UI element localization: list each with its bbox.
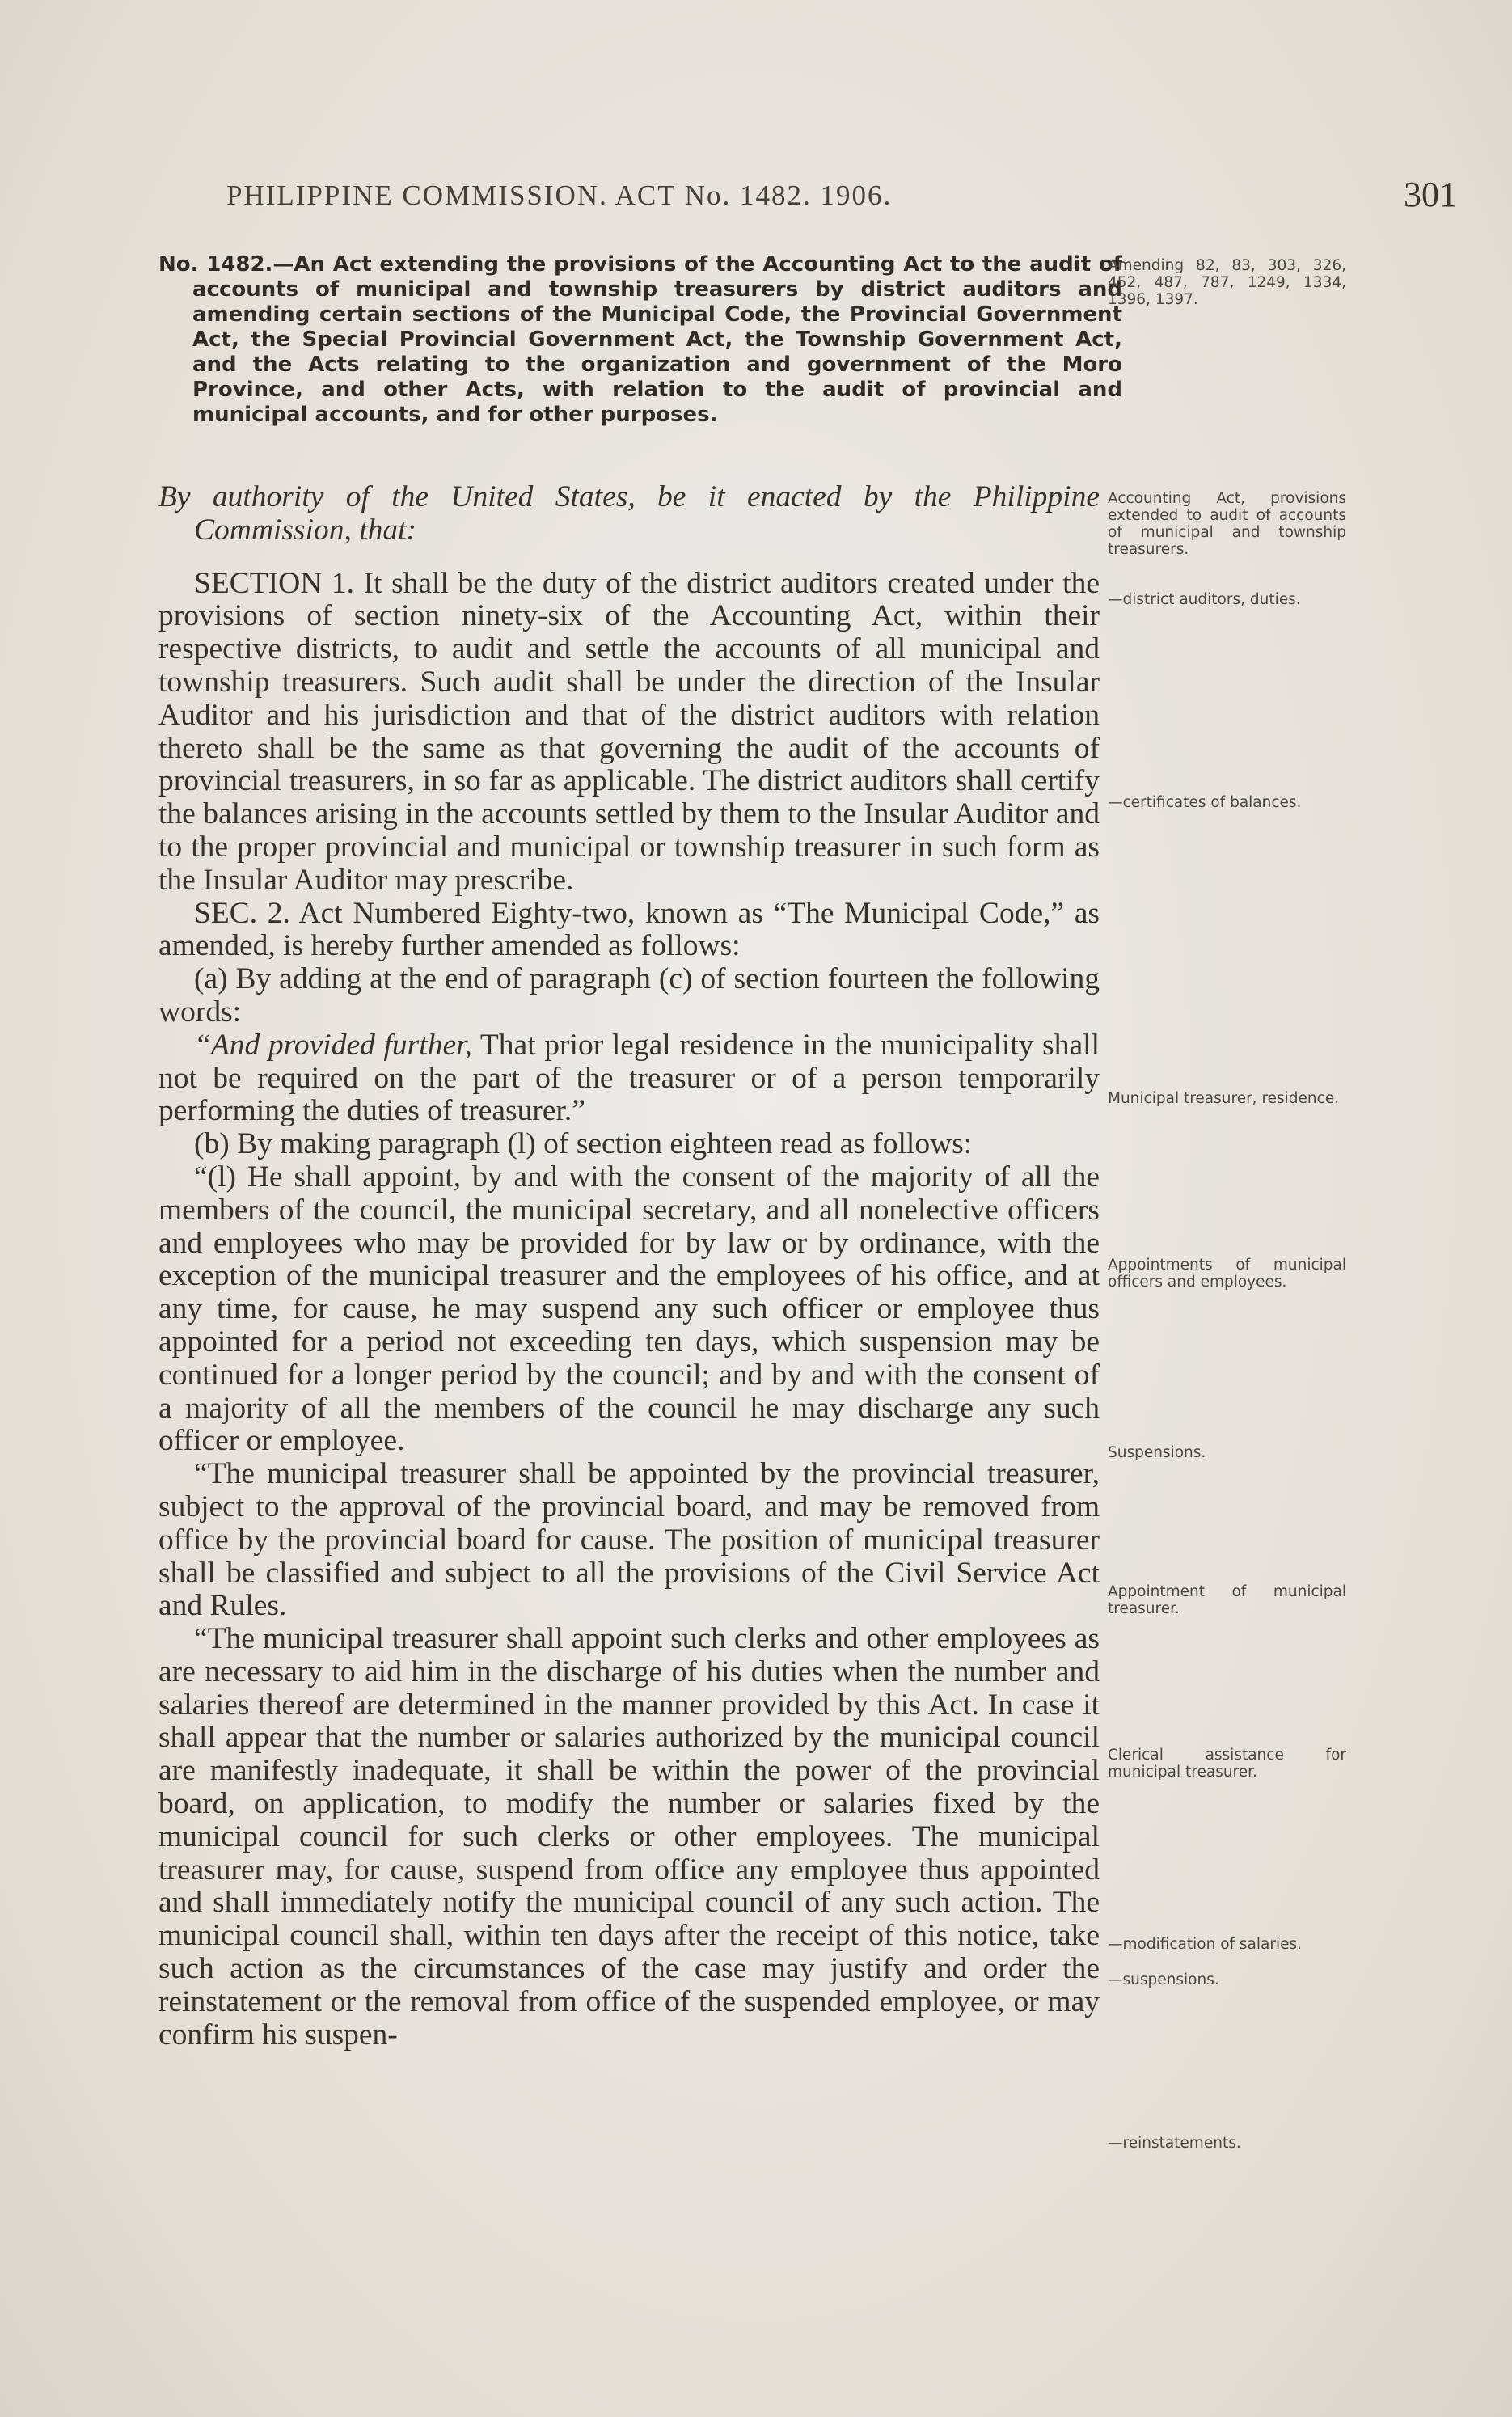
act-title: No. 1482.—An Act extending the provisions of the Accounting Act to the audit of accounts of municipal and township treasurers by district auditors and amending certain sections of the Municipal Code, the Provincial Government Act, the Special Provincial Government Act, the Township Government Act, and the Acts relating to the organization and government of the Moro Province, and other Acts, with relation to the audit of provincial and municipal accounts, and for other purposes. bbox=[158, 252, 1122, 427]
proviso-lead: “And provided further, bbox=[194, 1028, 472, 1062]
paragraph-clerks: “The municipal treasurer shall appoint such clerks and other employees as are necessary to aid him in the discharge of his duties when the number and salaries thereof are determined in the manner provided by this Act. In case it shall appear that the number or salaries authorized by the municipal council are manifestly inadequate, it shall be within the power of the provincial board, on application, to modify the number or salaries fixed by the municipal council for such clerks or other employees. The municipal treasurer may, for cause, suspend from office any employee thus appointed and shall immediately notify the municipal council of any such action. The municipal council shall, within ten days after the receipt of this notice, take such action as the circumstances of the case may justify and order the reinstatement or the removal from office of the suspended employee, or may confirm his suspen- bbox=[158, 1622, 1100, 2051]
margin-note-appointments: Appointments of municipal officers and employees. bbox=[1108, 1257, 1346, 1291]
page-number: 301 bbox=[1404, 175, 1457, 214]
running-head: PHILIPPINE COMMISSION. ACT No. 1482. 1906. bbox=[226, 180, 893, 211]
margin-note-certificates: —certificates of balances. bbox=[1108, 794, 1302, 811]
margin-note-residence: Municipal treasurer, residence. bbox=[1108, 1090, 1340, 1107]
enacting-clause: By authority of the United States, be it enacted by the Philippine Commission, that: bbox=[158, 480, 1100, 547]
margin-note-amending: Amending 82, 83, 303, 326, 452, 487, 787, 1249, 1334, 1396, 1397. bbox=[1108, 257, 1346, 308]
section-2: SEC. 2. Act Numbered Eighty-two, known as “The Municipal Code,” as amended, is hereby further amended as follows: bbox=[158, 896, 1100, 963]
paragraph-b: (b) By making paragraph (l) of section eighteen read as follows: bbox=[194, 1127, 973, 1161]
section-1-label: SECTION 1. bbox=[194, 566, 355, 600]
margin-note-reinstatements: —reinstatements. bbox=[1108, 2135, 1241, 2152]
body-text bbox=[158, 481, 1100, 2051]
paragraph-a: (a) By adding at the end of paragraph (c) of section fourteen the following words: bbox=[158, 962, 1100, 1029]
section-1-text: It shall be the duty of the district auditors created under the provisions of section ninety-six of the Accounting Act, within their respective districts, to audit and settle the accounts of all municipal and township treasurers. Such audit shall be under the direction of the Insular Auditor and his jurisdiction and that of the district auditors with relation thereto shall be the same as that governing the audit of the accounts of provincial treasurers, in so far as applicable. The district auditors shall certify the balances arising in the accounts settled by them to the Insular Auditor and to the proper provincial and municipal or township treasurer in such form as the Insular Auditor may prescribe. bbox=[158, 566, 1100, 897]
margin-note-accounting: Accounting Act, provisions extended to audit of accounts of municipal and township treasurers. bbox=[1108, 490, 1346, 558]
margin-note-suspensions: Suspensions. bbox=[1108, 1444, 1206, 1461]
margin-note-clerical: Clerical assistance for municipal treasurer. bbox=[1108, 1747, 1346, 1781]
section-1 bbox=[158, 568, 1100, 898]
margin-note-district-auditors: —district auditors, duties. bbox=[1108, 591, 1301, 608]
paragraph-treasurer: “The municipal treasurer shall be appointed by the provincial treasurer, subject to the approval of the provincial board, and may be removed from office by the provincial board for cause. The position of municipal treasurer shall be classified and subject to all the provisions of the Civil Service Act and Rules. bbox=[158, 1457, 1100, 1623]
proviso-text: That prior legal residence in the municipality shall not be required on the part of the treasurer or of a person temporarily performing the duties of treasurer.” bbox=[158, 1028, 1100, 1128]
margin-note-modification: —modification of salaries. bbox=[1108, 1936, 1303, 1953]
margin-note-suspensions-2: —suspensions. bbox=[1108, 1971, 1219, 1988]
proviso bbox=[158, 1029, 1100, 1128]
paragraph-l: “(l) He shall appoint, by and with the consent of the majority of all the members of the council, the municipal secretary, and all nonelective officers and employees who may be provided for by law or by ordinance, with the exception of the municipal treasurer and the employees of his office, and at any time, for cause, he may suspend any such officer or employee thus appointed for a period not exceeding ten days, which suspension may be continued for a longer period by the council; and by and with the consent of a majority of all the members of the council he may discharge any such officer or employee. bbox=[158, 1160, 1100, 1458]
margin-note-appointment-treasurer: Appointment of municipal treasurer. bbox=[1108, 1583, 1346, 1617]
